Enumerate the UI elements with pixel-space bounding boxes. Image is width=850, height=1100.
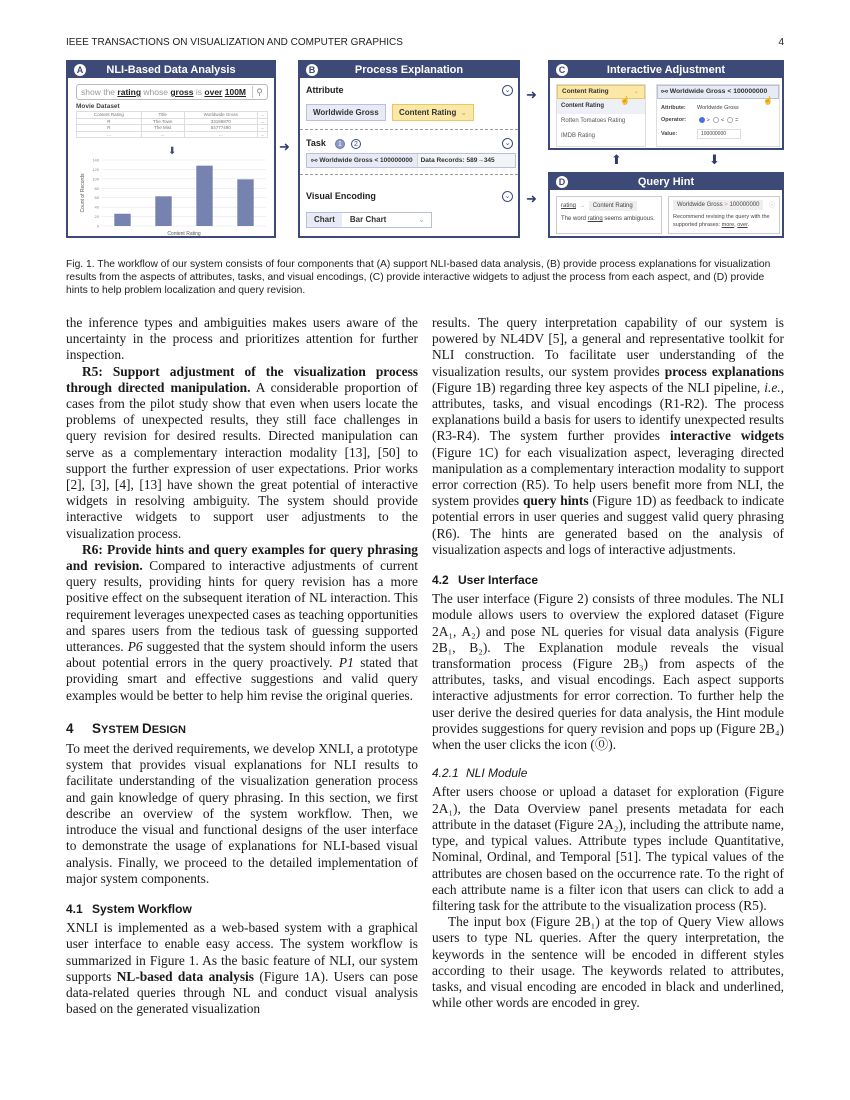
filter-value-row [661, 129, 741, 139]
filter-head-text: Worldwide Gross < 100000000 [669, 88, 768, 95]
value-field-label: Value: [661, 131, 678, 137]
heading-text: NLI Module [466, 766, 528, 781]
table-header: Content Rating [77, 112, 142, 119]
value-input[interactable]: 100000000 [697, 129, 741, 139]
hand-cursor-icon: ☝ [620, 96, 630, 105]
operator-radio-gt[interactable] [699, 117, 705, 123]
svg-text:0: 0 [96, 223, 99, 229]
hand-cursor-icon: ☝ [763, 96, 773, 105]
panel-a-title: NLI-Based Data Analysis [106, 64, 236, 76]
italic-term: i.e., [764, 379, 784, 395]
hint-message [561, 216, 657, 222]
heading-text: YSTEM [101, 723, 142, 736]
table-cell: ... [184, 131, 258, 138]
badge-d: D [556, 176, 568, 188]
section-number: 4 [66, 720, 74, 736]
hint-word: rating [587, 216, 603, 222]
filter-editor [656, 84, 780, 147]
paragraph [432, 315, 784, 558]
phrase-link[interactable]: more [721, 222, 735, 228]
chevron-down-icon[interactable]: ⌄ [502, 138, 513, 149]
paragraph: The user interface (Figure 2) consists of three modules. The NLI module allows users to overview the explored dataset (Figure 2A₁, A₂) and pose NL queries for visual data analysis (Figure 2B₁, B₂). The Explanation module reveals the visual transformation process (Figure 2B₃) from aspects of the attributes, tasks, and visual encodings. Each aspect supports interactive adjustments for error correction. To further help the user derive the desired queries for data analysis, the Hint module provides suggestions for query revision and pops up (Figure 2B₄) when the user clicks the icon (⓪). [432, 591, 784, 753]
operator-radio-eq[interactable] [727, 117, 733, 123]
panel-c-header [550, 62, 782, 78]
section-number: 4.2 [432, 573, 449, 588]
filter-tag [673, 200, 763, 210]
task-badge-1[interactable]: 1 [335, 139, 345, 149]
filter-task: ⧟ Worldwide Gross < 100000000 [307, 154, 418, 167]
paragraph-r6 [66, 542, 418, 704]
filter-text: Worldwide Gross < 100000000 [319, 157, 413, 164]
bold-term: NL-based data analysis [116, 968, 254, 984]
paragraph: The input box (Figure 2B₁) at the top of Query View allows users to type NL queries. After the query interpretation, the keywords in the sentence will be encoded in different styles according to their usage. The keywords related to attributes, tasks, and visual encoding are encoded in black and underlined, while other words are encoded in grey. [432, 914, 784, 1011]
paragraph: To meet the derived requirements, we develop XNLI, a prototype system that provides visual explanations for NLI results to facilitate understanding of the visualization generation process and gain knowledge of query phrasing. In this section, we first describe an overview of the system workflow. Then, we introduce the visual and functional designs of the user interface to demonstrate the usage of explanations for NLI-based visual analysis. Finally, we proceed to the detailed implementation of major system components. [66, 741, 418, 886]
divider [300, 174, 518, 175]
hint-text: Recommend revising the query with the supported phrases: [673, 214, 770, 228]
badge-c: C [556, 64, 568, 76]
section-heading-4-1 [66, 901, 418, 917]
paragraph-text: Compared to interactive adjustments of current query results, providing hints for query revision has a more positive effect on the subsequent iteration of NL interaction. This requirement leverages unexpected cases as teaching opportunities and spares users from the tedious task of guessing supported utterances. [66, 558, 418, 655]
chart-key: Chart [307, 213, 342, 227]
bold-term: process explanations [664, 363, 784, 379]
heading-text: D [141, 720, 152, 736]
table-cell: R [77, 118, 142, 125]
arrow-right-icon: ➜ [279, 139, 290, 154]
dataset-table [76, 111, 268, 138]
table-row [77, 131, 268, 138]
table-cell: The Town [141, 118, 184, 125]
svg-text:20: 20 [94, 214, 99, 220]
dropdown-option[interactable]: IMDB Rating [561, 133, 596, 139]
radio-label: < [720, 117, 725, 124]
query-keyword: 100M [224, 87, 247, 97]
dropdown-option[interactable]: Content Rating [557, 99, 645, 114]
visual-encoding-label: Visual Encoding [306, 191, 376, 201]
bar-chart [76, 156, 270, 238]
search-icon[interactable]: ⚲ [252, 86, 266, 98]
chart-bar [196, 166, 212, 226]
table-cell: 54777490 [184, 125, 258, 132]
chevron-down-icon: ⌄ [633, 88, 639, 95]
paragraph-text: (Figure 1A). Users can pose data-related queries through NL and conduct visual analysis based on the generated visualization [66, 968, 419, 1017]
query-keyword: rating [117, 87, 142, 97]
query-keyword: over [204, 87, 223, 97]
chevron-down-icon: ⌄ [418, 215, 425, 224]
filter-operator-row [661, 117, 738, 123]
task-filter-bar[interactable] [306, 153, 516, 168]
badge-b: B [306, 64, 318, 76]
paragraph-text: attributes, tasks, and visual encodings (R1-R2). The process explanations build a basis for users to identify unexpected results (R3-R4). The system further provides [432, 396, 784, 444]
svg-text:140: 140 [92, 157, 99, 163]
paragraph-text: (Figure 1D) as feedback to indicate potential errors in user queries and suggest valid query phrasing (R6). The hints are generated based on the analysis of visualization aspects and logs of interactive adjustments. [432, 493, 785, 557]
table-cell: ... [258, 131, 268, 138]
svg-text:100: 100 [92, 176, 99, 182]
arrow-down-icon: ⬇ [709, 152, 720, 167]
chart-type-select[interactable] [306, 212, 432, 228]
arrow-right-icon: → [577, 203, 588, 209]
panel-c-title: Interactive Adjustment [606, 64, 726, 76]
section-heading-4-2 [432, 572, 784, 588]
attribute-dropdown[interactable] [556, 84, 646, 147]
query-word: show the [81, 87, 116, 97]
bold-term: interactive widgets [669, 428, 784, 444]
panel-b-header [300, 62, 518, 78]
section-number: 4.2.1 [432, 766, 459, 781]
task-badge-2[interactable]: 2 [351, 139, 361, 149]
query-keyword: gross [170, 87, 194, 97]
divider [300, 129, 518, 130]
arrow-right-icon: ➜ [526, 87, 537, 102]
svg-text:40: 40 [94, 204, 99, 210]
chart-bar [155, 196, 171, 226]
panel-interactive-adjustment [548, 60, 784, 150]
panel-nli-data-analysis [66, 60, 276, 238]
paragraph-r5 [66, 364, 418, 542]
arrow-up-icon: ⬆ [611, 152, 622, 167]
bold-term: query hints [522, 493, 589, 509]
right-column [432, 315, 784, 1011]
paragraph-text: suggested that the system should inform the users about potential errors in the query proactively. [66, 639, 419, 671]
table-cell: ... [258, 118, 268, 125]
participant-ref: P6 [127, 639, 143, 655]
table-cell: ... [258, 125, 268, 132]
dropdown-option[interactable]: Rotten Tomatoes Rating [561, 118, 626, 124]
journal-title: IEEE TRANSACTIONS ON VISUALIZATION AND COMPUTER GRAPHICS [66, 37, 403, 48]
section-heading-4 [66, 721, 418, 738]
tag-value: 100000000 [729, 202, 760, 208]
paragraph [66, 920, 418, 1017]
svg-text:120: 120 [92, 166, 99, 172]
paragraph: the inference types and ambiguities makes users aware of the uncertainty in the process and prioritizes attention for further inspection. [66, 315, 418, 363]
chevron-down-icon[interactable]: ⌄ [502, 191, 513, 202]
data-records: Data Records: 589→345 [420, 157, 495, 164]
attribute-field-value: Worldwide Gross [697, 105, 739, 111]
attribute-label: Attribute [306, 85, 344, 95]
paragraph-text: A considerable proportion of cases from the pilot study show that even when users locate the problems of unexpected results, they still face challenges in query revision for desired results. Directed manipulation can serve as a complementary interaction modality [13], [50] to support the further expression of user expectations. Prior works [2], [3], [4], [13] have shown the great potential of interactive widgets in resolving ambiguity. The system should provide interactive widgets to support user adjustments to the visualization process. [66, 379, 418, 541]
table-cell: R [77, 125, 142, 132]
hint-filter [673, 200, 775, 210]
left-column [66, 315, 418, 1017]
svg-text:Content Rating: Content Rating [167, 231, 201, 237]
query-input[interactable] [76, 84, 268, 100]
heading-text: User Interface [458, 573, 539, 588]
dropdown-selected[interactable] [557, 85, 645, 99]
paragraph-text: (Figure 1B) regarding three key aspects of the NLI pipeline, [432, 379, 765, 395]
paragraph-text: XNLI is implemented as a web-based system with a graphical user interface to enable easy access. The system workflow is summarized in Figure 1. As the basic feature of NLI, our system supports [66, 920, 418, 984]
table-header: ... [258, 112, 268, 119]
running-head [66, 37, 784, 51]
operator-radio-lt[interactable] [713, 117, 719, 123]
heading-text: S [92, 720, 102, 736]
attribute-field-label: Attribute: [661, 105, 686, 111]
radio-label: > [706, 117, 710, 124]
chevron-down-icon[interactable]: ⌄ [502, 85, 513, 96]
badge-a: A [74, 64, 86, 76]
filter-head[interactable]: ⧟ Worldwide Gross < 100000000 [657, 85, 779, 99]
table-cell: The Mist [141, 125, 184, 132]
dataset-title: Movie Dataset [76, 103, 120, 110]
panel-b-title: Process Explanation [354, 64, 464, 76]
panel-d-header [550, 174, 782, 190]
arrow-down-icon: ⬇ [168, 146, 177, 157]
heading-text: ESIGN [151, 723, 186, 736]
suggested-attribute[interactable]: Content Rating [589, 201, 637, 211]
hint-mapping [561, 201, 657, 211]
panel-a-header [68, 62, 274, 78]
panel-query-hint [548, 172, 784, 238]
table-header: Title [141, 112, 184, 119]
arrow-right-icon: ➜ [526, 191, 537, 206]
section-heading-4-2-1 [432, 765, 784, 781]
participant-ref: P1 [338, 655, 354, 671]
chart-value: Bar Chart [349, 215, 387, 224]
tag-attribute: Worldwide Gross [677, 202, 723, 208]
section-number: 4.1 [66, 901, 83, 916]
phrase-link[interactable]: over [737, 222, 748, 228]
task-label: Task [306, 138, 326, 148]
hint-text: The word [561, 216, 587, 222]
phrasing-hint [668, 196, 780, 234]
hint-text: seems ambiguous. [604, 216, 655, 222]
filter-attribute-row [661, 105, 739, 111]
attribute-chip[interactable]: Worldwide Gross [306, 104, 386, 121]
selected-label: Content Rating [562, 88, 609, 95]
operator-field-label: Operator: [661, 117, 687, 124]
chip-label: Content Rating [399, 108, 457, 117]
heading-text: System Workflow [92, 901, 192, 916]
table-header: Worldwide Gross [184, 112, 258, 119]
svg-text:80: 80 [94, 185, 99, 191]
panel-d-title: Query Hint [637, 176, 695, 188]
ambiguous-word: rating [561, 203, 577, 209]
svg-text:60: 60 [94, 195, 99, 201]
paragraph-text: results. The query interpretation capability of our system is powered by NL4DV [5], a general and representative toolkit for NLI construction. To facilitate user understanding of the visualization results, our system provides [432, 315, 784, 379]
chevron-down-icon: ⌄ [460, 108, 468, 117]
svg-text:Count of Records: Count of Records [80, 173, 86, 213]
table-cell: 33186870 [184, 118, 258, 125]
chart-bar [237, 179, 253, 226]
hint-recommendation: Recommend revising the query with the supported phrases: more, over. [673, 214, 770, 228]
tag-operator: > [724, 202, 728, 208]
attribute-chip-dropdown[interactable] [392, 104, 474, 121]
radio-label: = [735, 117, 739, 124]
panel-process-explanation [298, 60, 520, 238]
query-word: whose [143, 87, 168, 97]
paragraph-text: stated that providing smart and effective suggestions and valid query examples would be better to help him revise the original queries. [66, 655, 418, 703]
paragraph: After users choose or upload a dataset for exploration (Figure 2A₁), the Data Overview panel presents metadata for each attribute in the dataset (Figure 2A₂), including the attribute name, type, and typical values. Attribute types include Quantitative, Nominal, Ordinal, and Temporal [51]. The typical values of the attributes are chosen based on the occurrence rate. To the right of each attribute name is a filter icon that users can click to add a filtering task for the attribute to the visualization process (R5). [432, 784, 784, 913]
table-cell: ... [77, 131, 142, 138]
paragraph-text: (Figure 1C) for each visualization aspect, leveraging directed manipulation as a complementary interaction modality to support error correction (R5). To help users benefit more from NLI, the system provides [432, 444, 784, 509]
table-cell: ... [141, 131, 184, 138]
figure-caption: Fig. 1. The workflow of our system consists of four components that (A) support NLI-based data analysis, (B) provide process explanations for visualization results from the aspects of attributes, tasks, and visual encodings, (C) provide interactive widgets to adjust the process from each aspect, and (D) provide hints to help problem localization and query revision. [66, 259, 771, 296]
requirement-title: R5: Support adjustment of the visualization process through directed manipulation. [66, 363, 418, 395]
page-number: 4 [778, 37, 784, 48]
chart-bar [114, 214, 130, 226]
query-word: is [195, 87, 203, 97]
requirement-title: R6: Provide hints and query examples for query phrasing and revision. [66, 541, 418, 574]
ambiguity-hint [556, 196, 662, 234]
figure-1 [66, 60, 784, 240]
info-icon[interactable]: ⓘ [768, 203, 775, 209]
